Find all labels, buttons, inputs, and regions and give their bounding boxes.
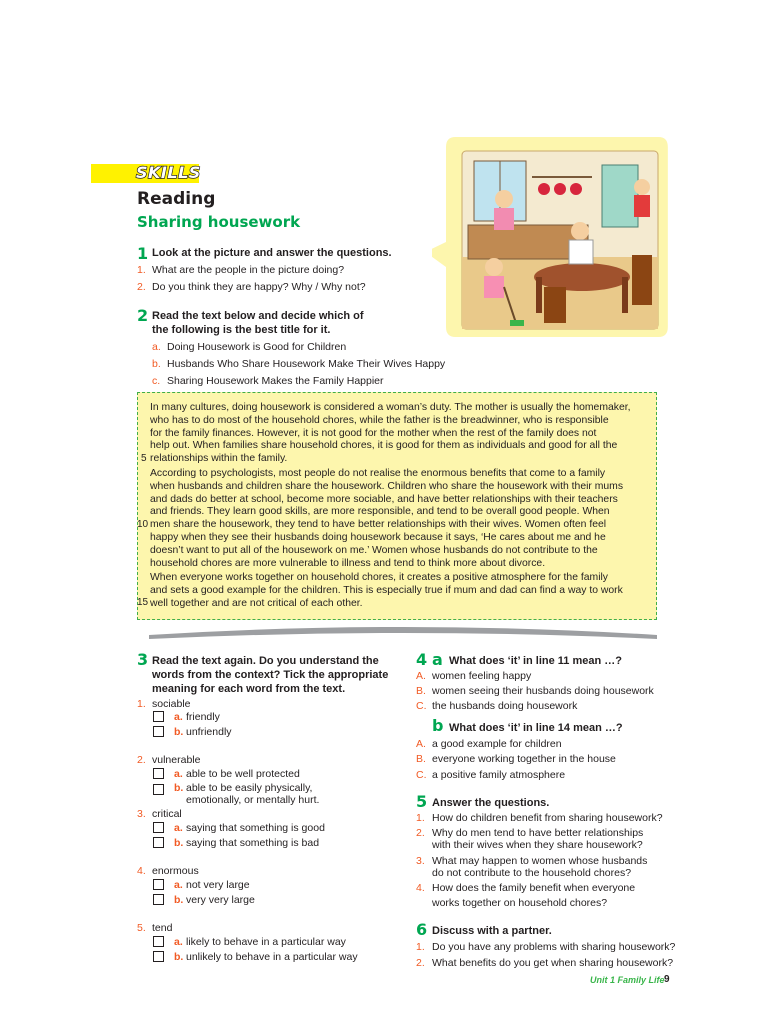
exercise-5-number: 5 [416, 792, 428, 811]
unit-label: Unit 1 Family Life [590, 975, 665, 985]
word-number: 4. [137, 865, 146, 877]
option-letter: a. [174, 936, 183, 948]
meaning-option: likely to behave in a particular way [186, 936, 346, 948]
lesson-subtitle: Sharing housework [137, 213, 301, 231]
vocab-word: sociable [152, 698, 191, 710]
line-number: 10 [137, 519, 149, 530]
meaning-option: able to be well protected [186, 768, 300, 780]
page-curl-divider [149, 623, 657, 639]
ex6-item-number: 2. [416, 957, 425, 969]
tick-checkbox[interactable] [153, 837, 164, 848]
passage-line: for the family finances. However, it is not good for the mother when the rest of the family does not [150, 427, 597, 439]
passage-line: household chores are more vulnerable to illness and tend to think more about divorce. [150, 557, 546, 569]
passage-line: well together and are not critical of each other. [150, 597, 363, 609]
passage-text [150, 402, 650, 611]
page-number: 9 [664, 974, 670, 985]
ex6-question: What benefits do you get when sharing housework? [432, 957, 674, 969]
vocab-word: enormous [152, 865, 199, 877]
ex5-question: works together on household chores? [432, 897, 608, 909]
ex5-item-number: 1. [416, 812, 425, 824]
ex4-option: everyone working together in the house [432, 753, 616, 765]
exercise-6-number: 6 [416, 920, 428, 939]
ex2-option-letter: a. [152, 341, 161, 353]
exercise-2-prompt: Read the text below and decide which of [152, 310, 364, 322]
passage-line: when husbands and children share the housework. Children who share the housework with their mums [150, 480, 624, 492]
option-letter: b. [174, 782, 184, 794]
option-letter: b. [174, 894, 184, 906]
exercise-1-prompt: Look at the picture and answer the questions. [152, 247, 392, 259]
ex5-question: How do children benefit from sharing housework? [432, 812, 663, 824]
ex4-option: the husbands doing housework [432, 700, 578, 712]
ex5-question: with their wives when they share housework? [432, 839, 643, 851]
exercise-1-number: 1 [137, 244, 149, 263]
meaning-option: friendly [186, 711, 220, 723]
word-number: 3. [137, 808, 146, 820]
passage-line: In many cultures, doing housework is considered a woman’s duty. The mother is usually the homemaker, [150, 402, 631, 413]
meaning-option: not very large [186, 879, 250, 891]
ex4-option-letter: B. [416, 685, 426, 697]
exercise-6-prompt: Discuss with a partner. [432, 925, 552, 937]
exercise-3-number: 3 [137, 650, 149, 669]
ex1-item-number: 2. [137, 281, 146, 293]
ex2-option-letter: c. [152, 375, 161, 387]
passage-line: relationships within the family. [150, 453, 288, 465]
ex4-option: women feeling happy [432, 670, 532, 682]
passage-line: doesn’t want to put all of the housework on me.’ Women whose husbands do not contribute to the [150, 544, 598, 556]
meaning-option: saying that something is bad [186, 837, 320, 849]
meaning-option: able to be easily physically, [186, 782, 313, 794]
option-letter: a. [174, 711, 183, 723]
ex4-option-letter: C. [416, 700, 427, 712]
ex4-option: a positive family atmosphere [432, 769, 566, 781]
ex5-question: How does the family benefit when everyone [432, 882, 636, 894]
tick-checkbox[interactable] [153, 784, 164, 795]
ex1-question: What are the people in the picture doing? [152, 264, 345, 276]
word-number: 2. [137, 754, 146, 766]
meaning-option: unlikely to behave in a particular way [186, 951, 358, 963]
tick-checkbox[interactable] [153, 951, 164, 962]
tick-checkbox[interactable] [153, 711, 164, 722]
word-number: 1. [137, 698, 146, 710]
ex5-question: do not contribute to the household chores? [432, 867, 632, 879]
exercise-3-prompt: Read the text again. Do you understand the [152, 655, 379, 667]
ex4-option-letter: A. [416, 738, 426, 750]
exercise-3-prompt: words from the context? Tick the appropriate [152, 669, 389, 681]
ex5-item-number: 4. [416, 882, 425, 894]
meaning-option: very very large [186, 894, 255, 906]
passage-line: When everyone works together on household chores, it creates a positive atmosphere for the family [150, 572, 609, 584]
passage-line: men share the housework, they tend to have better relationships with their wives. Women often feel [150, 519, 607, 531]
passage-line: and friends. They learn good skills, are more responsible, and tend to be overall good people. When [150, 506, 610, 518]
tick-checkbox[interactable] [153, 822, 164, 833]
tick-checkbox[interactable] [153, 768, 164, 779]
ex1-item-number: 1. [137, 264, 146, 276]
ex4-option-letter: C. [416, 769, 427, 781]
word-number: 5. [137, 922, 146, 934]
ex5-question: Why do men tend to have better relationships [432, 827, 644, 839]
option-letter: a. [174, 879, 183, 891]
line-number: 5 [141, 453, 147, 464]
ex6-item-number: 1. [416, 941, 425, 953]
exercise-4a-prompt: What does ‘it’ in line 11 mean …? [449, 655, 622, 667]
exercise-4b-prompt: What does ‘it’ in line 14 mean …? [449, 722, 623, 734]
vocab-word: vulnerable [152, 754, 201, 766]
exercise-4-number: 4 [416, 650, 428, 669]
exercise-3-prompt: meaning for each word from the text. [152, 683, 346, 695]
passage-line: help out. When families share household chores, it is good for them as individuals and good for all the [150, 440, 618, 452]
ex1-question: Do you think they are happy? Why / Why not? [152, 281, 366, 293]
ex4-option: women seeing their husbands doing housework [432, 685, 654, 697]
ex5-item-number: 2. [416, 827, 425, 839]
tick-checkbox[interactable] [153, 726, 164, 737]
option-letter: b. [174, 951, 184, 963]
ex2-option: Doing Housework is Good for Children [167, 341, 347, 353]
tick-checkbox[interactable] [153, 936, 164, 947]
passage-line: According to psychologists, most people do not realise the enormous benefits that come to a family [150, 467, 606, 479]
vocab-word: tend [152, 922, 173, 934]
ex4-option-letter: B. [416, 753, 426, 765]
ex4-option: a good example for children [432, 738, 562, 750]
ex5-item-number: 3. [416, 855, 425, 867]
skills-badge: SKILLS [136, 163, 201, 182]
exercise-4a-letter: a [432, 650, 443, 669]
passage-line: and dads do better at school, become more sociable, and have better relationships with their teachers [150, 493, 618, 505]
passage-line: and sets a good example for the children. This is especially true if mum and dad can find a way to work [150, 585, 623, 597]
option-letter: b. [174, 837, 184, 849]
passage-line: who has to do most of the household chores, while the father is the breadwinner, who is responsible [150, 414, 609, 426]
option-letter: a. [174, 768, 183, 780]
vocab-word: critical [152, 808, 182, 820]
ex2-option: Husbands Who Share Housework Make Their Wives Happy [167, 358, 446, 370]
exercise-5-prompt: Answer the questions. [432, 797, 550, 809]
option-letter: a. [174, 822, 183, 834]
ex5-question: What may happen to women whose husbands [432, 855, 648, 867]
meaning-option: saying that something is good [186, 822, 325, 834]
meaning-option: emotionally, or mentally hurt. [186, 794, 320, 806]
exercise-2-prompt: the following is the best title for it. [152, 324, 331, 336]
section-title: Reading [137, 189, 216, 209]
passage-line: happy when they see their husbands doing housework because it says, ‘He cares about me and he [150, 531, 606, 543]
meaning-option: unfriendly [186, 726, 232, 738]
line-number: 15 [137, 597, 149, 608]
exercise-2-number: 2 [137, 306, 149, 325]
tick-checkbox[interactable] [153, 894, 164, 905]
exercise-4b-letter: b [432, 716, 444, 735]
ex2-option-letter: b. [152, 358, 161, 370]
tick-checkbox[interactable] [153, 879, 164, 890]
ex4-option-letter: A. [416, 670, 426, 682]
ex6-question: Do you have any problems with sharing housework? [432, 941, 676, 953]
option-letter: b. [174, 726, 184, 738]
family-housework-illustration [432, 137, 668, 337]
ex2-option: Sharing Housework Makes the Family Happier [167, 375, 384, 387]
